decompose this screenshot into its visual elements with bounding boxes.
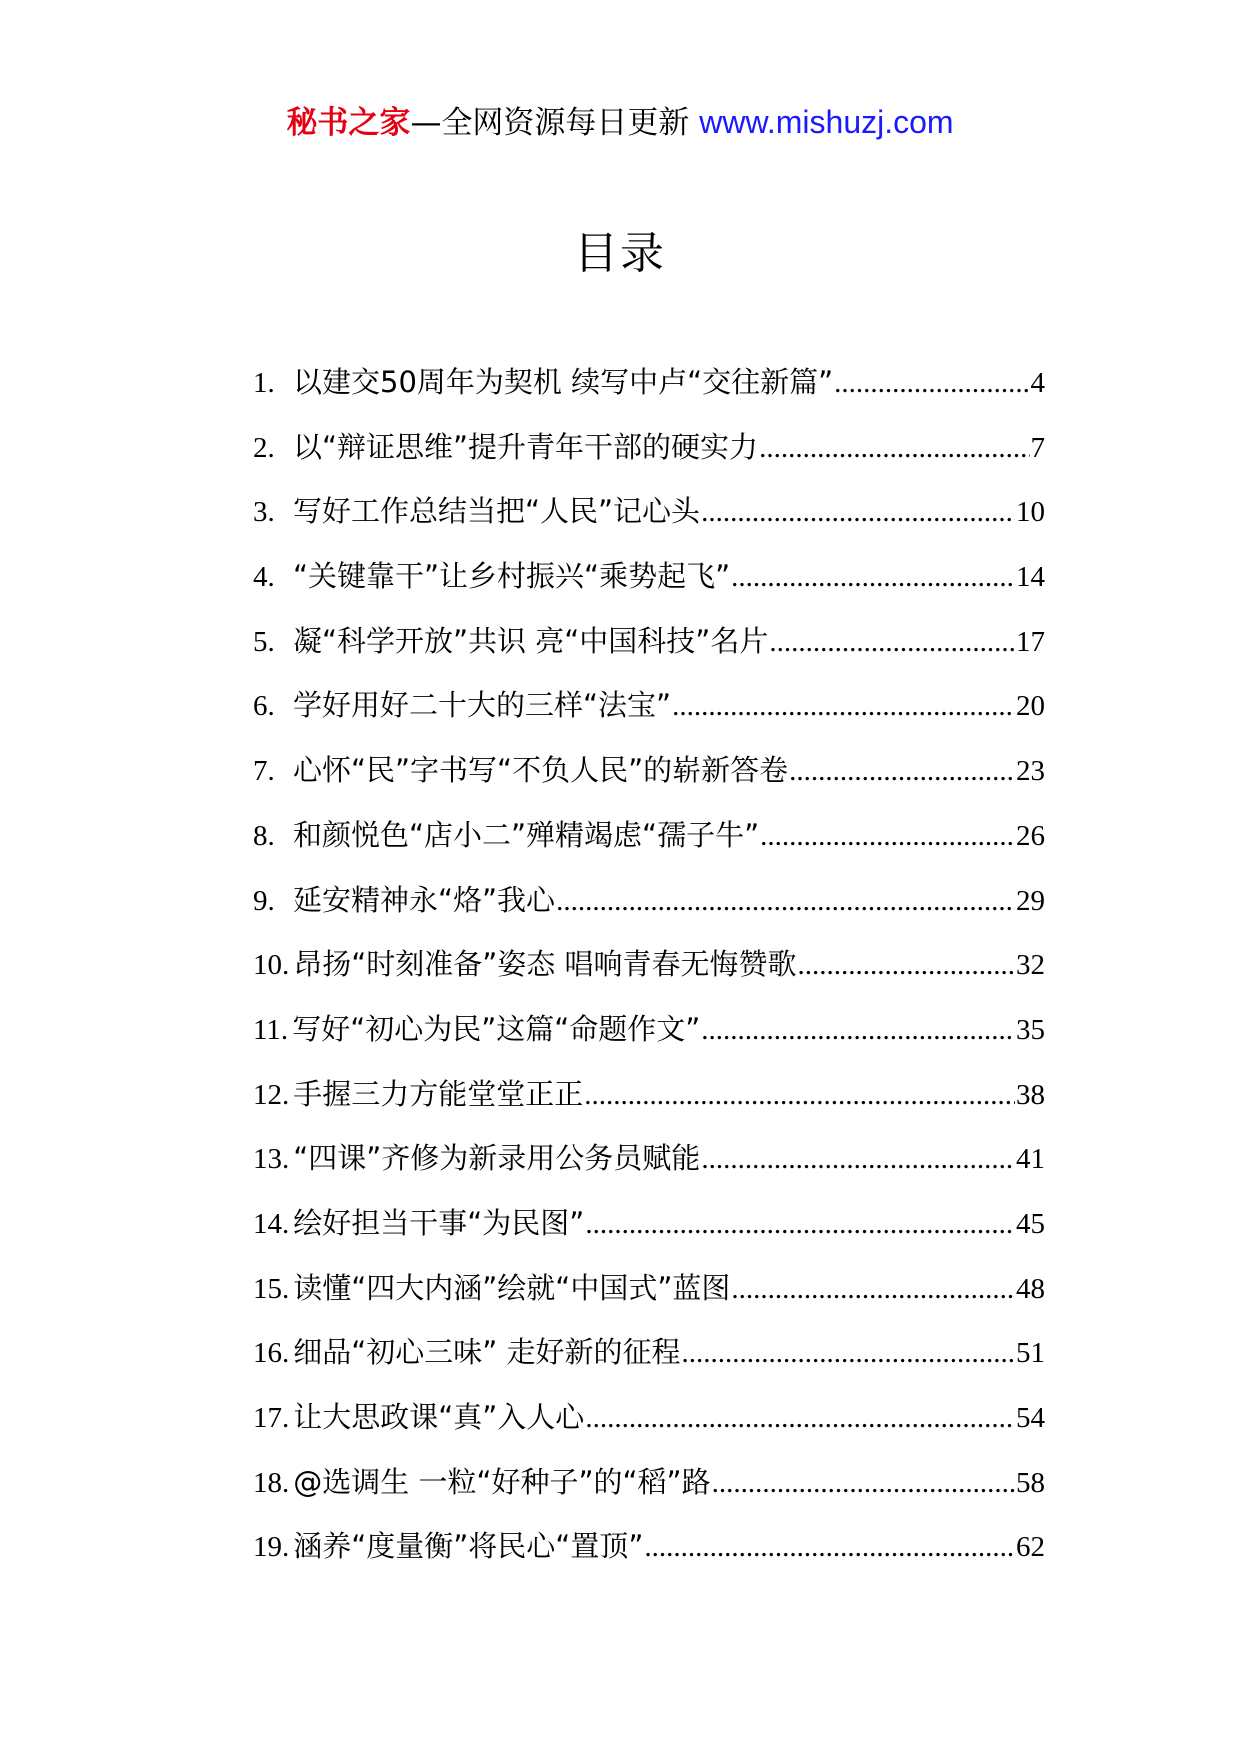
site-url-link[interactable]: www.mishuzj.com <box>699 104 954 140</box>
toc-entry-page: 45 <box>1016 1207 1045 1240</box>
toc-entry-number: 16. <box>253 1337 290 1370</box>
toc-entry-title: 涵养“度量衡”将民心“置顶” <box>293 1529 644 1564</box>
toc-entry-page: 62 <box>1016 1531 1045 1564</box>
toc-entry-page: 32 <box>1016 949 1045 982</box>
toc-entry[interactable] <box>253 1457 1045 1522</box>
toc-entry-page: 7 <box>1030 431 1045 464</box>
toc-entry-page: 29 <box>1016 884 1045 917</box>
toc-entry-number: 4. <box>253 561 275 594</box>
toc-entry[interactable] <box>253 680 1045 745</box>
site-tagline: —全网资源每日更新 <box>410 105 700 141</box>
toc-entry-page: 48 <box>1016 1272 1045 1305</box>
toc-entry-number: 3. <box>253 496 275 529</box>
toc-entry-page: 20 <box>1016 690 1045 723</box>
toc-dot-leader <box>759 423 1029 473</box>
toc-dot-leader <box>672 681 1015 731</box>
toc-entry-number: 19. <box>253 1531 290 1564</box>
toc-entry-title: “四课”齐修为新录用公务员赋能 <box>293 1141 701 1176</box>
toc-entry-number: 6. <box>253 690 275 723</box>
toc-entry-page: 58 <box>1016 1466 1045 1499</box>
toc-dot-leader <box>701 1134 1015 1184</box>
toc-entry-title: 细品“初心三味” 走好新的征程 <box>293 1335 681 1370</box>
toc-entry-title: 凝“科学开放”共识 亮“中国科技”名片 <box>293 623 769 658</box>
toc-entry-page: 14 <box>1016 561 1045 594</box>
toc-dot-leader <box>584 1070 1015 1120</box>
page-title: 目录 <box>574 228 666 279</box>
toc-entry-page: 51 <box>1016 1337 1045 1370</box>
toc-entry-number: 17. <box>253 1402 290 1434</box>
toc-entry-title: 昂扬“时刻准备”姿态 唱响青春无悔赞歌 <box>293 947 797 982</box>
toc-entry[interactable] <box>253 1004 1045 1069</box>
toc-entry-number: 15. <box>253 1272 290 1305</box>
toc-entry-page: 17 <box>1016 625 1045 658</box>
toc-entry[interactable] <box>253 745 1045 810</box>
toc-entry-title: 以“辩证思维”提升青年干部的硬实力 <box>293 429 759 464</box>
toc-entry-number: 9. <box>253 884 275 917</box>
toc-dot-leader <box>769 617 1015 667</box>
toc-entry-number: 8. <box>253 819 275 852</box>
toc-entry[interactable] <box>253 1133 1045 1198</box>
toc-entry-number: 12. <box>253 1078 290 1111</box>
toc-dot-leader <box>760 811 1015 861</box>
toc-dot-leader <box>701 487 1015 537</box>
toc-entry-title: 写好“初心为民”这篇“命题作文” <box>292 1011 701 1046</box>
toc-dot-leader <box>731 1264 1015 1314</box>
toc-entry-title: 以建交50周年为契机 续写中卢“交往新篇” <box>293 365 834 399</box>
toc-dot-leader <box>585 1393 1015 1443</box>
toc-entry-title: 读懂“四大内涵”绘就“中国式”蓝图 <box>293 1270 731 1305</box>
toc-entry-title: 让大思政课“真”入人心 <box>293 1400 585 1434</box>
toc-entry-title: @选调生 一粒“好种子”的“稻”路 <box>293 1464 711 1499</box>
toc-dot-leader <box>834 358 1029 408</box>
toc-entry-number: 13. <box>253 1143 290 1176</box>
toc-entry-number: 11. <box>253 1013 289 1046</box>
toc-entry[interactable] <box>253 616 1045 681</box>
toc-entry-title: “关键靠干”让乡村振兴“乘势起飞” <box>293 559 731 594</box>
toc-entry-number: 18. <box>253 1466 290 1499</box>
toc-dot-leader <box>798 940 1015 990</box>
toc-entry-number: 2. <box>253 431 275 464</box>
toc-entry-title: 和颜悦色“店小二”殚精竭虑“孺子牛” <box>293 817 760 852</box>
toc-entry-number: 1. <box>253 367 275 399</box>
toc-entry[interactable] <box>253 422 1045 487</box>
toc-dot-leader <box>556 876 1015 926</box>
toc-entry-number: 5. <box>253 625 275 658</box>
toc-dot-leader <box>644 1522 1015 1572</box>
toc-entry-page: 35 <box>1016 1013 1045 1046</box>
toc-entry[interactable] <box>253 1521 1045 1586</box>
toc-entry-page: 4 <box>1030 367 1045 399</box>
toc-entry-number: 14. <box>253 1207 290 1240</box>
toc-entry[interactable] <box>253 810 1045 875</box>
toc-entry[interactable] <box>253 357 1045 422</box>
toc-entry[interactable] <box>253 1392 1045 1457</box>
toc-entry[interactable] <box>253 875 1045 940</box>
toc-entry[interactable] <box>253 486 1045 551</box>
toc-entry-number: 7. <box>253 755 275 788</box>
toc-entry-page: 38 <box>1016 1078 1045 1111</box>
toc-entry-title: 心怀“民”字书写“不负人民”的崭新答卷 <box>293 753 789 788</box>
toc-entry[interactable] <box>253 1069 1045 1134</box>
toc-dot-leader <box>789 746 1015 796</box>
toc-entry-page: 54 <box>1016 1402 1045 1434</box>
toc-entry-page: 41 <box>1016 1143 1045 1176</box>
toc-entry-number: 10. <box>253 949 290 982</box>
toc-entry-title: 绘好担当干事“为民图” <box>293 1205 585 1240</box>
toc-entry-page: 26 <box>1016 819 1045 852</box>
toc-entry[interactable] <box>253 1263 1045 1328</box>
toc-entry-title: 延安精神永“烙”我心 <box>293 882 556 917</box>
toc-entry-title: 手握三力方能堂堂正正 <box>293 1076 584 1111</box>
site-header <box>0 102 1240 143</box>
toc-dot-leader <box>712 1458 1015 1508</box>
toc-entry-title: 学好用好二十大的三样“法宝” <box>293 688 672 723</box>
toc-entry-page: 23 <box>1016 755 1045 788</box>
toc-entry[interactable] <box>253 939 1045 1004</box>
table-of-contents <box>253 357 1045 1586</box>
toc-entry[interactable] <box>253 551 1045 616</box>
toc-entry-title: 写好工作总结当把“人民”记心头 <box>293 494 701 529</box>
site-brand: 秘书之家 <box>286 105 411 141</box>
toc-entry-page: 10 <box>1016 496 1045 529</box>
toc-dot-leader <box>585 1199 1015 1249</box>
toc-dot-leader <box>731 552 1015 602</box>
toc-entry[interactable] <box>253 1327 1045 1392</box>
toc-entry[interactable] <box>253 1198 1045 1263</box>
toc-dot-leader <box>682 1328 1015 1378</box>
toc-dot-leader <box>701 1005 1015 1055</box>
